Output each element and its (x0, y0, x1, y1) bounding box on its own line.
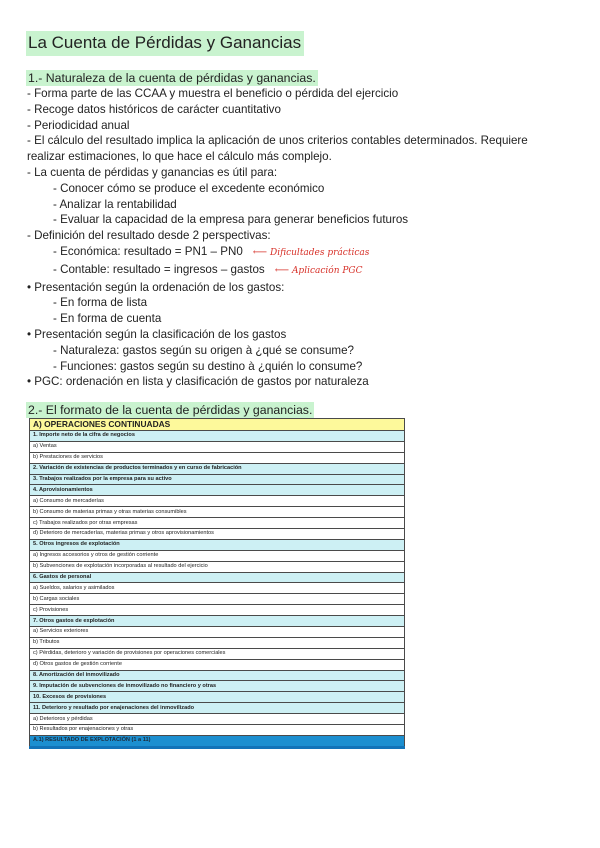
table-row (30, 725, 405, 736)
table-cell: a) Ingresos accesorios y otros de gestión corriente (30, 550, 405, 561)
table-cell: c) Trabajos realizados por otras empresas (30, 518, 405, 529)
table-row (30, 616, 405, 627)
text-line: - Definición del resultado desde 2 perspectivas: (27, 229, 271, 243)
text-line-economica (27, 244, 547, 262)
table-cell: 1. Importe neto de la cifra de negocios (30, 431, 405, 442)
table-cell: 10. Excesos de provisiones (30, 692, 405, 703)
text-line: - Conocer cómo se produce el excedente económico (53, 181, 325, 195)
table-row (30, 637, 405, 648)
text-line: - Naturaleza: gastos según su origen à ¿qué se consume? (53, 343, 354, 357)
table-cell: b) Subvenciones de explotación incorporadas al resultado del ejercicio (30, 561, 405, 572)
table-cell: b) Consumo de materias primas y otras materias consumibles (30, 507, 405, 518)
table-cell: 3. Trabajos realizados por la empresa para su activo (30, 474, 405, 485)
table-row (30, 583, 405, 594)
pyg-format-table (29, 418, 405, 749)
table-total-row (30, 735, 405, 747)
handwritten-note-economica (253, 248, 370, 258)
text-line: • Presentación según la clasificación de los gastos (27, 327, 287, 341)
table-cell: b) Prestaciones de servicios (30, 452, 405, 463)
table-cell: A.1) RESULTADO DE EXPLOTACIÓN (1 a 11) (30, 735, 405, 747)
table-row (30, 518, 405, 529)
table-cell: c) Pérdidas, deterioro y variación de provisiones por operaciones comerciales (30, 648, 405, 659)
text-line: - Forma parte de las CCAA y muestra el beneficio o pérdida del ejercicio (27, 87, 399, 100)
table-row (30, 648, 405, 659)
section-1-content (27, 86, 547, 390)
table-row (30, 714, 405, 725)
table-cell: 4. Aprovisionamientos (30, 485, 405, 496)
text-line: - En forma de lista (53, 296, 148, 310)
table-row (30, 572, 405, 583)
table-row (30, 594, 405, 605)
text-line: • Presentación según la ordenación de los gastos: (27, 280, 285, 294)
text-line-contable (27, 262, 547, 280)
table-row (30, 507, 405, 518)
table-cell: c) Provisiones (30, 605, 405, 616)
table-row (30, 692, 405, 703)
table-cell: a) Ventas (30, 441, 405, 452)
table-cell: a) Servicios exteriores (30, 627, 405, 638)
table-cell: b) Resultados por enajenaciones y otras (30, 725, 405, 736)
handwritten-note-contable (275, 266, 363, 276)
table-row (30, 463, 405, 474)
table-cell: a) Sueldos, salarios y asimilados (30, 583, 405, 594)
table-cell: b) Tributos (30, 637, 405, 648)
table-cell: 5. Otros ingresos de explotación (30, 539, 405, 550)
table-cell: 7. Otros gastos de explotación (30, 616, 405, 627)
pyg-table-wrapper (29, 418, 407, 749)
text-line: - Funciones: gastos según su destino à ¿quién lo consume? (53, 359, 363, 373)
left-arrow-icon: ⟵ (274, 264, 290, 276)
text-line: - Periodicidad anual (27, 118, 130, 132)
left-arrow-icon: ⟵ (252, 246, 268, 258)
text-line: • PGC: ordenación en lista y clasificación de gastos por naturaleza (27, 375, 369, 389)
table-row (30, 561, 405, 572)
table-cell: A) OPERACIONES CONTINUADAS (30, 419, 405, 431)
table-cell: 2. Variación de existencias de productos terminados y en curso de fabricación (30, 463, 405, 474)
table-cell: 6. Gastos de personal (30, 572, 405, 583)
text-line: - La cuenta de pérdidas y ganancias es útil para: (27, 165, 278, 179)
table-row (30, 659, 405, 670)
table-cell: d) Otros gastos de gestión corriente (30, 659, 405, 670)
table-cell: a) Deterioros y pérdidas (30, 714, 405, 725)
table-cell: b) Cargas sociales (30, 594, 405, 605)
table-cell: d) Deterioro de mercaderías, materias primas y otros aprovisionamientos (30, 529, 405, 540)
table-row (30, 681, 405, 692)
section-2-heading: 2.- El formato de la cuenta de pérdidas y ganancias. (28, 403, 313, 417)
table-row (30, 670, 405, 681)
table-cell: 9. Imputación de subvenciones de inmovilizado no financiero y otras (30, 681, 405, 692)
text-line: - Recoge datos históricos de carácter cuantitativo (27, 102, 281, 116)
text-line: - Evaluar la capacidad de la empresa para generar beneficios futuros (53, 213, 409, 227)
table-row (30, 485, 405, 496)
table-cell: 11. Deterioro y resultado por enajenaciones del inmovilizado (30, 703, 405, 714)
note-text: Aplicación PGC (291, 265, 363, 276)
page-title: La Cuenta de Pérdidas y Ganancias (26, 31, 304, 56)
note-text: Dificultades prácticas (270, 247, 370, 258)
table-cell: 8. Amortización del inmovilizado (30, 670, 405, 681)
contable-text: - Contable: resultado = ingresos – gastos (53, 262, 265, 276)
economica-text: - Económica: resultado = PN1 – PN0 (53, 244, 243, 258)
table-cell: a) Consumo de mercaderías (30, 496, 405, 507)
table-row (30, 605, 405, 616)
section-1-heading: 1.- Naturaleza de la cuenta de pérdidas y ganancias. (28, 71, 316, 85)
table-header-row (30, 419, 405, 431)
table-row (30, 452, 405, 463)
table-row (30, 474, 405, 485)
table-row (30, 441, 405, 452)
text-line: - Analizar la rentabilidad (53, 197, 177, 211)
table-row (30, 496, 405, 507)
text-line: - En forma de cuenta (53, 312, 162, 326)
table-row (30, 703, 405, 714)
table-row (30, 529, 405, 540)
table-row (30, 627, 405, 638)
text-line: - El cálculo del resultado implica la aplicación de unos criterios contables determinados. Requiere realizar estimaciones, lo que hace el cálculo más complejo. (27, 134, 528, 164)
table-row (30, 431, 405, 442)
table-row (30, 539, 405, 550)
table-row (30, 550, 405, 561)
